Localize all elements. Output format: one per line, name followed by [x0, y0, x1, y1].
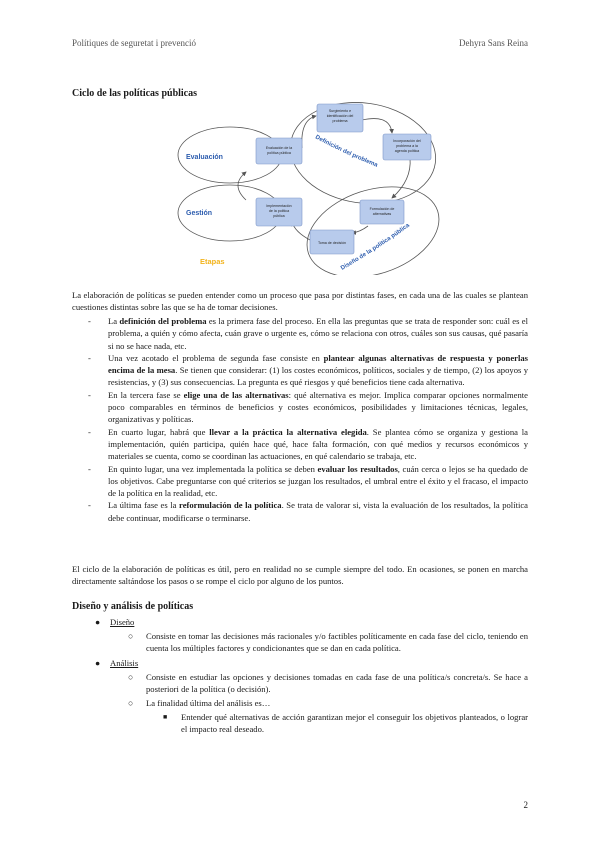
box-formulacion: [360, 200, 404, 224]
phases-list: [72, 315, 528, 524]
phase-item-1-pre: La: [108, 316, 120, 326]
box-evaluacion-line1: Evaluación de la: [265, 146, 293, 150]
box-implementacion-line2: de la política: [268, 209, 290, 213]
bullet-disc-diseno: ●: [95, 617, 101, 627]
phase-item-5-bold: evaluar los resultados: [317, 463, 398, 474]
header-right: Dehyra Sans Reina: [459, 38, 528, 48]
page-number: 2: [523, 800, 528, 810]
phase-item-2-post: . Se tienen que considerar: (1) los costes económicos, políticos, sociales y de tiempo, (2) los apoyos y resistencias, y (3) sus consecuencias. La pregunta es qué riesgos y qué beneficios tiene cada alternativa.: [108, 365, 528, 388]
phase-item-1-bold: definición del problema: [119, 316, 207, 326]
box-incorporacion-line2: problema a la: [396, 144, 418, 148]
analisis-text-2: La finalidad última del análisis es…: [146, 698, 271, 708]
phase-item-2: - Una vez acotado el problema de segunda fase consiste en plantear algunas alternativas de respuesta y ponerlas encima de la mesa. Se tienen que considerar: (1) los costes económicos, políticos, sociales y de tiempo, (2) los apoyos y resistencias, y (3) sus consecuencias. La pregunta es qué riesgos y qué beneficios tiene cada alternativa.: [88, 352, 528, 388]
phase-item-6-bold: reformulación de la política: [179, 500, 282, 511]
phase-item-3-pre: En la tercera fase se: [108, 389, 184, 400]
circle-bullet-analisis-1: ○: [128, 672, 134, 682]
phase-item-5: - En quinto lugar, una vez implementada la política se deben evaluar los resultados, cuán cerca o lejos se ha quedado de los objetivos. Cabe preguntarse con qué criterios se juzgan los resultados, el umbral entre el éxito y el fracaso, el impacto de la política en la realidad, etc.: [88, 463, 528, 499]
phase-item-3: - En la tercera fase se elige una de las alternativas: qué alternativa es mejor. Implica comparar opciones normalmente poco comparables en términos de beneficios y costes económicos, posibilidades y limitaciones técnicas, legales, organizativas y políticas.: [88, 389, 528, 425]
box-formulacion-line2: alternativas: [372, 212, 392, 216]
arrow-6-1: [302, 116, 316, 148]
square-bullet-analisis: ■: [163, 713, 168, 721]
phase-item-5-pre: En quinto lugar, una vez implementada la política se deben: [108, 463, 318, 474]
diseno-text: Consiste en tomar las decisiones más racionales y/o factibles políticamente en cada fase del ciclo, teniendo en cuenta los múltiples factores y condicionantes que se dan en cada política.: [146, 631, 528, 654]
closing-paragraph: El ciclo de la elaboración de políticas es útil, pero en realidad no se cumple siempre del todo. En ocasiones, se ponen en marcha directamente saltándose los pasos o se rompe el ciclo por alguno de los puntos.: [72, 564, 528, 587]
phase-item-2-bold: plantear algunas alternativas de respuesta y ponerlas encima de la mesa: [108, 352, 528, 376]
box-toma-decision: [310, 230, 354, 254]
box-incorporacion: [383, 134, 431, 160]
policy-cycle-diagram: [170, 100, 440, 275]
circle-bullet-diseno: ○: [128, 631, 134, 641]
analisis-label: Análisis: [110, 658, 139, 668]
diseno-label: Diseño: [110, 617, 135, 627]
phase-item-1-post: es la primera fase del proceso. En ella las preguntas que se trata de responder son: cuál es el problema, a quién y cómo afecta, cuán grave o urgente es, cómo se relaciona con otros, cuáles son sus causas, qué pasaría si no se hace nada, etc.: [108, 316, 528, 351]
arrow-3-4: [352, 226, 368, 233]
analisis-text-1: Consiste en estudiar las opciones y decisiones tomadas en cada fase de una política/s concreta/s. Se hace a posteriori de la política (o decisión).: [146, 672, 528, 695]
box-formulacion-line1: Formulación de: [369, 207, 395, 211]
arc-label-definicion: Definición del problema: [314, 134, 379, 169]
phase-item-5-post: , cuán cerca o lejos se ha quedado de los objetivos. Cabe preguntarse con qué criterios se juzgan los resultados, el umbral entre el éxito y el fracaso, el impacto de la política en la realidad, etc.: [108, 463, 528, 499]
analisis-sub-text: Entender qué alternativas de acción garantizan mejor el conseguir los objetivos planteados, o lograr el impacto real deseado.: [181, 712, 528, 735]
phase-item-3-bold: elige una de las alternativas: [183, 389, 289, 400]
box-evaluacion-line2: política pública: [267, 151, 291, 155]
box-surgimiento-line2: identificación del: [326, 114, 354, 118]
label-evaluacion: Evaluación: [186, 154, 223, 161]
label-gestion: Gestión: [186, 210, 213, 217]
box-toma-decision-label: Toma de decisión: [318, 241, 346, 245]
phase-item-4: - En cuarto lugar, habrá que llevar a la práctica la alternativa elegida. Se plantea cómo se organiza y gestiona la implementación, quién participa, quién hace qué, hace falta formación, con qué medios y recursos económicos y materiales se cuenta, como se coordinan las actuaciones, en qué calendario se trabaja, etc.: [88, 426, 528, 462]
phase-item-2-pre: Una vez acotado el problema de segunda fase consiste en: [108, 352, 324, 363]
box-implementacion-line1: Implementación: [266, 204, 292, 208]
phase-item-4-post: . Se plantea cómo se organiza y gestiona la implementación, quién participa, quién hace qué, hace falta formación, con qué medios y recursos económicos y materiales se cuenta, como se coordinan las actuaciones, en qué calendario se trabaja, etc.: [108, 426, 528, 462]
phase-item-1: - La definición del problema es la primera fase del proceso. En ella las preguntas que se trata de responder son: cuál es el problema, a quién y cómo afecta, cuán grave o urgente es, cómo se relaciona con otros, cuáles son sus causas, qué pasaría si no se hace nada, etc.: [88, 316, 528, 351]
phase-item-6-post: . Se trata de valorar si, vista la evaluación de los resultados, la política debe continuar, modificarse o terminarse.: [108, 500, 528, 523]
box-implementacion-line3: pública: [273, 214, 285, 218]
phase-item-4-pre: En cuarto lugar, habrá que: [108, 426, 210, 437]
arc-label-diseno: Diseño de la política pública: [339, 222, 411, 272]
phase-item-4-bold: llevar a la práctica la alternativa elegida: [209, 426, 367, 437]
arrow-2-3: [392, 158, 410, 198]
intro-paragraph: La elaboración de políticas se pueden entender como un proceso que pasa por distintas fases, en cada una de las cuales se plantean cuestiones distintas sobre las que se ha de tomar decisiones.: [72, 290, 528, 313]
box-evaluacion: [256, 138, 302, 164]
phase-item-3-post: : qué alternativa es mejor. Implica comparar opciones normalmente poco comparables en términos de beneficios y costes económicos, posibilidades y limitaciones técnicas, legales, organizativas y políticas.: [108, 389, 528, 425]
box-incorporacion-line3: agenda política: [394, 149, 420, 153]
phase-item-6: - La última fase es la reformulación de la política. Se trata de valorar si, vista la evaluación de los resultados, la política debe continuar, modificarse o terminarse.: [88, 500, 528, 523]
box-incorporacion-line1: Incorporación del: [393, 139, 421, 143]
header-left: Polítiques de seguretat i prevenció: [72, 38, 196, 48]
section-title-diseno: Diseño y análisis de políticas: [72, 601, 194, 612]
box-implementacion: [256, 198, 302, 226]
box-surgimiento: [317, 104, 363, 132]
label-etapas: Etapas: [200, 257, 225, 266]
box-surgimiento-line3: problema: [332, 119, 348, 123]
bullet-disc-analisis: ●: [95, 658, 101, 668]
circle-bullet-analisis-2: ○: [128, 698, 134, 708]
box-surgimiento-line1: Surgimiento e: [328, 109, 352, 113]
section-title-ciclo: Ciclo de las políticas públicas: [72, 88, 198, 99]
phase-item-6-pre: La última fase es la: [108, 500, 180, 511]
arrow-1-2: [362, 119, 392, 133]
